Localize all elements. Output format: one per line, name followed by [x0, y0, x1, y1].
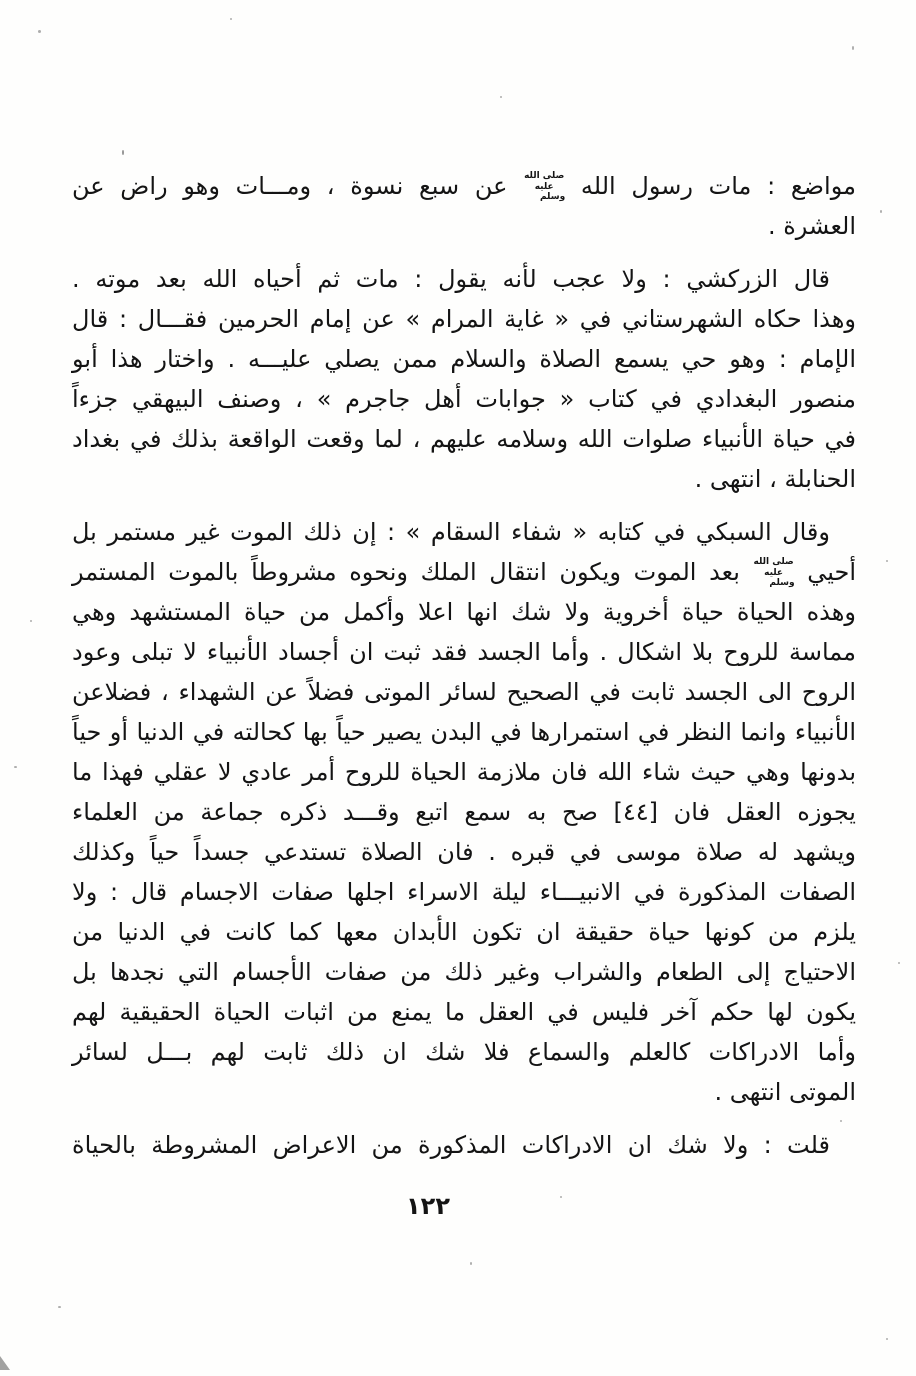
text-line: وهذه الحياة حياة أخروية ولا شك انها اعلا وأكمل من حياة المستشهد وهي	[72, 598, 856, 626]
text-line: الموتى انتهى .	[714, 1078, 856, 1106]
line-text-post: عن سبع نسوة ، ومـــات وهو راض عن	[72, 172, 524, 200]
scan-speckle	[30, 620, 32, 622]
text-line: يلزم من كونها حياة حقيقة ان تكون الأبدان معها كما كانت في الدنيا من	[72, 918, 856, 946]
scan-corner-mark	[0, 1356, 10, 1370]
sallallahu-alayhi-wasallam-ligature: صلى الله عليه وسلم	[753, 557, 795, 589]
text-line: الحنابلة ، انتهى .	[694, 465, 856, 493]
text-column	[72, 166, 856, 1165]
text-line: قلت : ولا شك ان الادراكات المذكورة من الاعراض المشروطة بالحياة	[72, 1131, 830, 1159]
text-line: الصفات المذكورة في الانبيـــاء ليلة الاسراء اجلها صفات الاجسام قال : ولا	[72, 878, 856, 906]
line-text-post: بعد الموت ويكون انتقال الملك ونحوه مشروطاً بالموت المستمر	[72, 558, 753, 586]
text-line: الإمام : وهو حي يسمع الصلاة والسلام ممن يصلي عليـــه . واختار هذا أبو	[72, 345, 856, 373]
text-line: وأما الادراكات كالعلم والسماع فلا شك ان ذلك ثابت لهم بـــل لسائر	[72, 1038, 856, 1066]
scan-speckle	[500, 96, 502, 98]
text-line: يكون لها حكم آخر فليس في العقل ما يمنع من اثبات الحياة الحقيقية لهم	[72, 998, 856, 1026]
text-line: الأنبياء وانما النظر في استمرارها في البدن يصير حياً بها كحالته في الدنيا أو حياً	[72, 718, 856, 746]
scan-speckle	[840, 1120, 842, 1122]
text-line: الاحتياج إلى الطعام والشراب وغير ذلك من صفات الأجسام التي نجدها بل	[72, 958, 856, 986]
line-text-pre: أحيي	[794, 558, 856, 586]
text-line: ويشهد له صلاة موسى في قبره . فان الصلاة تستدعي جسداً حياً وكذلك	[72, 838, 856, 866]
page-number: ١٢٢	[406, 1192, 450, 1220]
text-line: الروح الى الجسد ثابت في الصحيح لسائر الموتى فضلاً عن الشهداء ، فضلاعن	[72, 678, 856, 706]
text-line: قال الزركشي : ولا عجب لأنه يقول : مات ثم أحياه الله بعد موته .	[72, 265, 830, 293]
scan-speckle	[880, 210, 882, 213]
text-line: وهذا حكاه الشهرستاني في « غاية المرام » عن إمام الحرمين فقـــال : قال	[72, 305, 856, 333]
scan-speckle	[470, 1262, 472, 1265]
text-line	[72, 552, 856, 592]
scan-speckle	[898, 962, 900, 964]
scan-speckle	[560, 1196, 562, 1198]
text-line	[72, 166, 856, 206]
text-line: منصور البغدادي في كتاب « جوابات أهل جاجرم » ، وصنف البيهقي جزءاً	[72, 385, 856, 413]
text-line: يجوزه العقل فان [٤٤] صح به سمع اتبع وقـــد ذكره جماعة من العلماء	[72, 798, 856, 826]
text-line: وقال السبكي في كتابه « شفاء السقام » : إن ذلك الموت غير مستمر بل	[72, 518, 830, 546]
text-line: مماسة للروح بلا اشكال . وأما الجسد فقد ثبت ان أجساد الأنبياء لا تبلى وعود	[72, 638, 856, 666]
scan-speckle	[14, 766, 17, 768]
scan-speckle	[886, 1338, 888, 1340]
scan-speckle	[886, 560, 888, 562]
scan-speckle	[58, 1306, 61, 1308]
text-line: العشرة .	[767, 212, 856, 240]
paragraph	[72, 166, 856, 246]
text-line: بدونها وهي حيث شاء الله فان ملازمة الحياة للروح أمر عادي لا عقلي فهذا ما	[72, 758, 856, 786]
sallallahu-alayhi-wasallam-ligature: صلى الله عليه وسلم	[524, 171, 566, 203]
scan-speckle	[122, 150, 124, 155]
paragraph	[72, 512, 856, 1112]
text-line: في حياة الأنبياء صلوات الله وسلامه عليهم ، لما وقعت الواقعة بذلك في بغداد	[72, 425, 856, 453]
paragraph	[72, 1125, 856, 1165]
scan-speckle	[38, 30, 41, 33]
scan-speckle	[852, 46, 854, 50]
line-text-pre: مواضع : مات رسول الله	[565, 172, 856, 200]
scan-speckle	[230, 18, 232, 20]
paragraph	[72, 259, 856, 499]
